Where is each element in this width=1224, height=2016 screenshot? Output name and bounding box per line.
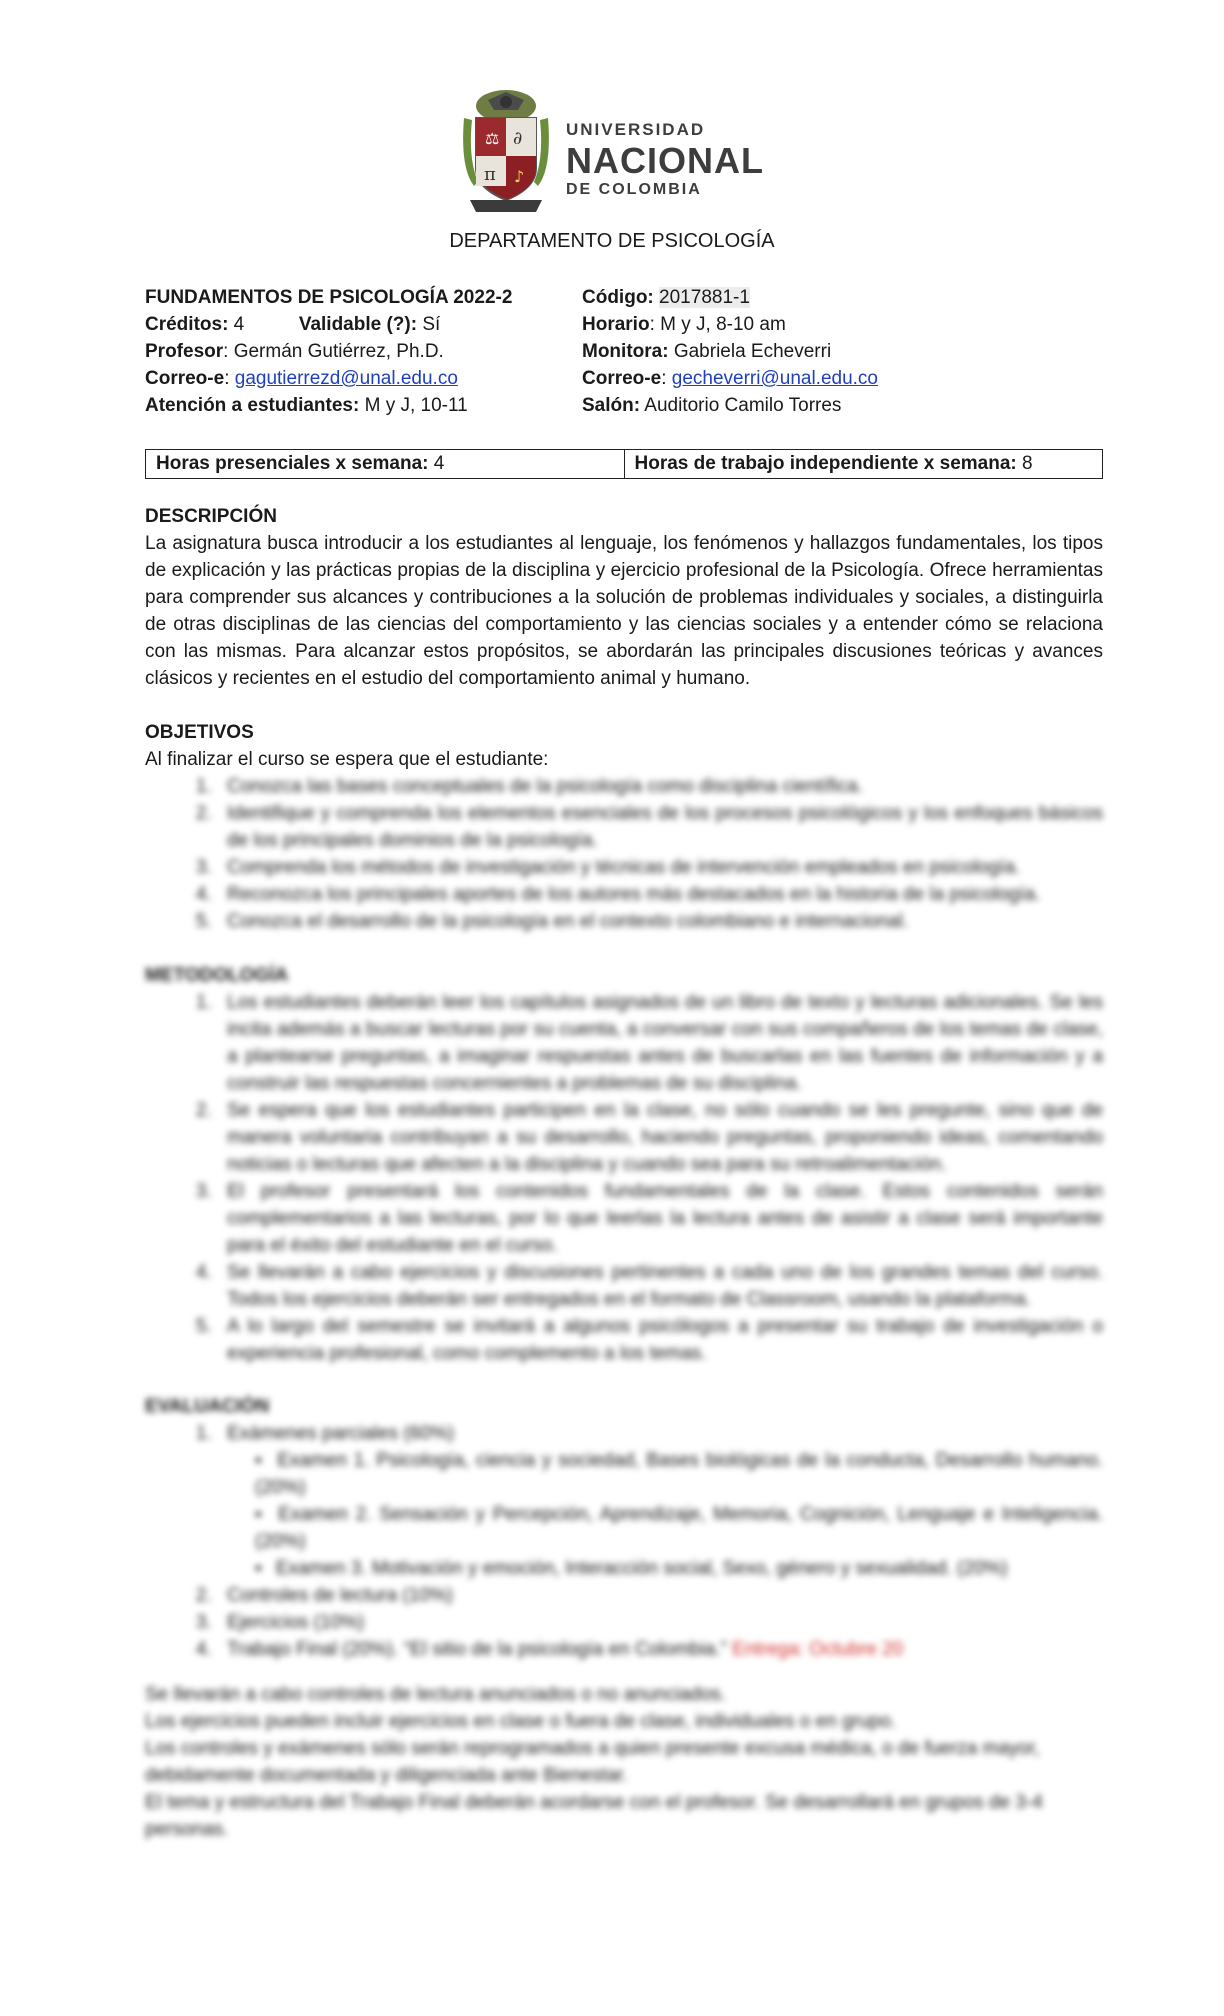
course-info-left: FUNDAMENTOS DE PSICOLOGÍA 2022-2 Créditos: 4 Validable (?): Sí Profesor: Germán Gutiérrez, Ph.D. Correo-e: gagutierrezd@unal.edu.co Atención a estudiantes: M y J, 10-11 <box>145 287 513 416</box>
evaluation-note: Los ejercicios pueden incluir ejercicios en clase o fuera de clase, individuales o en grupo. <box>145 1711 896 1732</box>
hours-table <box>145 449 1103 479</box>
evaluation-heading: EVALUACIÓN <box>145 1396 270 1417</box>
monitor-value: Gabriela Echeverri <box>668 341 832 362</box>
presential-hours-cell <box>146 450 625 479</box>
course-title: FUNDAMENTOS DE PSICOLOGÍA 2022-2 <box>145 287 513 308</box>
objective-item: 2. Identifique y comprenda los elementos esenciales de los procesos psicológicos y los enfoques básicos de los principales dominios de la psicología. <box>217 800 1103 854</box>
evaluation-section <box>145 1393 1103 1843</box>
validable-label: Validable (?): <box>298 314 418 335</box>
objective-item: 5. Conozca el desarrollo de la psicología en el contexto colombiano e internacional. <box>217 908 1103 935</box>
evaluation-item-text: Trabajo Final (20%). “El sitio de la psicología en Colombia.” <box>227 1639 727 1660</box>
evaluation-item: 2. Controles de lectura (10%) <box>217 1582 1103 1609</box>
evaluation-list <box>145 1420 1103 1663</box>
evaluation-note: El tema y estructura del Trabajo Final deberán acordarse con el profesor. Se desarrollará en grupos de 3-4 personas. <box>145 1792 1043 1840</box>
professor-email-label: Correo-e <box>145 368 225 389</box>
monitor-email-link[interactable]: gecheverri@unal.edu.co <box>671 368 878 389</box>
svg-text:π: π <box>484 164 496 185</box>
methodology-item: 3. El profesor presentará los contenidos fundamentales de la clase. Estos contenidos serán complementarios a las lecturas, por lo que leerlas la lectura antes de asistir a clase será importante para el éxito del estudiante en el curso. <box>217 1178 1103 1259</box>
methodology-item: 5. A lo largo del semestre se invitará a algunos psicólogos a presentar su trabajo de investigación o experiencia profesional, como complemento a los temas. <box>217 1313 1103 1367</box>
monitor-email-label: Correo-e <box>582 368 662 389</box>
methodology-item: 1. Los estudiantes deberán leer los capítulos asignados de un libro de texto y lecturas adicionales. Se les incita además a buscar lecturas por su cuenta, a conversar con sus compañeros de los temas de clase, a plantearse preguntas, a imaginar respuestas antes de buscarlas en las fuentes de información y a construir las respuestas concernientes a problemas de su disciplina. <box>217 989 1103 1097</box>
university-logo <box>456 88 764 216</box>
exam-subitem: ▪ Examen 3. Motivación y emoción, Interacción social, Sexo, género y sexualidad. (20%) <box>255 1555 1103 1582</box>
svg-text:⚖: ⚖ <box>485 129 500 148</box>
final-work-deadline: Entrega: Octubre 20 <box>732 1639 904 1660</box>
validable-value: Sí <box>417 314 441 335</box>
professor-value: : Germán Gutiérrez, Ph.D. <box>223 341 444 362</box>
logo-line-2: NACIONAL <box>566 140 764 181</box>
credits-label: Créditos: <box>145 314 229 335</box>
objectives-section <box>145 719 1103 935</box>
schedule-value: : M y J, 8-10 am <box>649 314 786 335</box>
exam-sublist <box>227 1447 1103 1582</box>
svg-text:∂: ∂ <box>513 128 523 149</box>
attention-value: M y J, 10-11 <box>359 395 468 416</box>
course-info-right: Código: 2017881-1 Horario: M y J, 8-10 am Monitora: Gabriela Echeverri Correo-e: gecheverri@unal.edu.co Salón: Auditorio Camilo Torres <box>582 287 878 416</box>
description-heading: DESCRIPCIÓN <box>145 506 277 527</box>
objectives-heading: OBJETIVOS <box>145 722 254 743</box>
description-section <box>145 503 1103 692</box>
evaluation-note: Los controles y exámenes sólo serán reprogramados a quien presente excusa médica, o de fuerza mayor, debidamente documentada y diligenciada ante Bienestar. <box>145 1738 1040 1786</box>
objectives-blurred <box>145 773 1103 935</box>
credits-value: 4 <box>228 314 245 335</box>
objectives-intro: Al finalizar el curso se espera que el estudiante: <box>145 749 549 770</box>
independent-hours-value: 8 <box>1016 453 1033 474</box>
methodology-heading: METODOLOGÍA <box>145 965 289 986</box>
independent-hours-label: Horas de trabajo independiente x semana: <box>634 453 1017 474</box>
professor-email-link[interactable]: gagutierrezd@unal.edu.co <box>234 368 458 389</box>
svg-text:♪: ♪ <box>514 167 525 186</box>
schedule-label: Horario <box>582 314 650 335</box>
objectives-list <box>145 773 1103 935</box>
methodology-section <box>145 962 1103 1367</box>
room-value: Auditorio Camilo Torres <box>640 395 842 416</box>
presential-hours-label: Horas presenciales x semana: <box>156 453 429 474</box>
logo-wordmark <box>566 120 764 199</box>
methodology-list <box>145 989 1103 1367</box>
attention-label: Atención a estudiantes: <box>145 395 360 416</box>
methodology-item: 4. Se llevarán a cabo ejercicios y discusiones pertinentes a cada uno de los grandes temas del curso. Todos los ejercicios deberán ser entregados en el formato de Classroom, usando la plataforma. <box>217 1259 1103 1313</box>
evaluation-item <box>217 1636 1103 1663</box>
evaluation-note: Se llevarán a cabo controles de lectura anunciados o no anunciados. <box>145 1684 726 1705</box>
code-label: Código: <box>582 287 654 308</box>
logo-line-3: DE COLOMBIA <box>566 181 702 198</box>
exam-subitem: ▪ Examen 1. Psicología, ciencia y sociedad, Bases biológicas de la conducta, Desarrollo humano. (20%) <box>255 1447 1103 1501</box>
exam-subitem: ▪ Examen 2. Sensación y Percepción, Aprendizaje, Memoria, Cognición, Lenguaje e Inteligencia. (20%) <box>255 1501 1103 1555</box>
university-shield-icon <box>456 88 556 216</box>
code-value: 2017881-1 <box>659 287 750 308</box>
objective-item: 3. Comprenda los métodos de investigación y técnicas de intervención empleados en psicología. <box>217 854 1103 881</box>
evaluation-item <box>217 1420 1103 1582</box>
evaluation-notes <box>145 1681 1103 1843</box>
room-label: Salón: <box>582 395 641 416</box>
presential-hours-value: 4 <box>428 453 445 474</box>
logo-line-1: UNIVERSIDAD <box>566 120 706 139</box>
description-text: La asignatura busca introducir a los estudiantes al lenguaje, los fenómenos y hallazgos fundamentales, los tipos de explicación y las prácticas propias de la disciplina y ejercicio profesional de la Psicología. Ofrece herramientas para comprender sus alcances y contribuciones a la solución de problemas individuales y sociales, a distinguirla de otras disciplinas de las ciencias del comportamiento y las ciencias sociales y a entender cómo se relaciona con las mismas. Para alcanzar estos propósitos, se abordarán las principales discusiones teóricas y avances clásicos y recientes en el estudio del comportamiento animal y humano. <box>145 533 1103 689</box>
evaluation-item-text: Exámenes parciales (60%) <box>227 1423 455 1444</box>
objective-item: 4. Reconozca los principales aportes de los autores más destacados en la historia de la psicología. <box>217 881 1103 908</box>
methodology-item: 2. Se espera que los estudiantes participen en la clase, no sólo cuando se les pregunte, sino que de manera voluntaria contribuyan a su desarrollo, haciendo preguntas, proponiendo ideas, comentando noticias o lecturas que afecten a la disciplina y cuando sea para su retroalimentación. <box>217 1097 1103 1178</box>
monitor-label: Monitora: <box>582 341 669 362</box>
objective-item: 1. Conozca las bases conceptuales de la psicología como disciplina científica. <box>217 773 1103 800</box>
independent-hours-cell <box>624 450 1103 479</box>
evaluation-item: 3. Ejercicios (10%) <box>217 1609 1103 1636</box>
professor-label: Profesor <box>145 341 224 362</box>
department-title: DEPARTAMENTO DE PSICOLOGÍA <box>449 230 775 252</box>
